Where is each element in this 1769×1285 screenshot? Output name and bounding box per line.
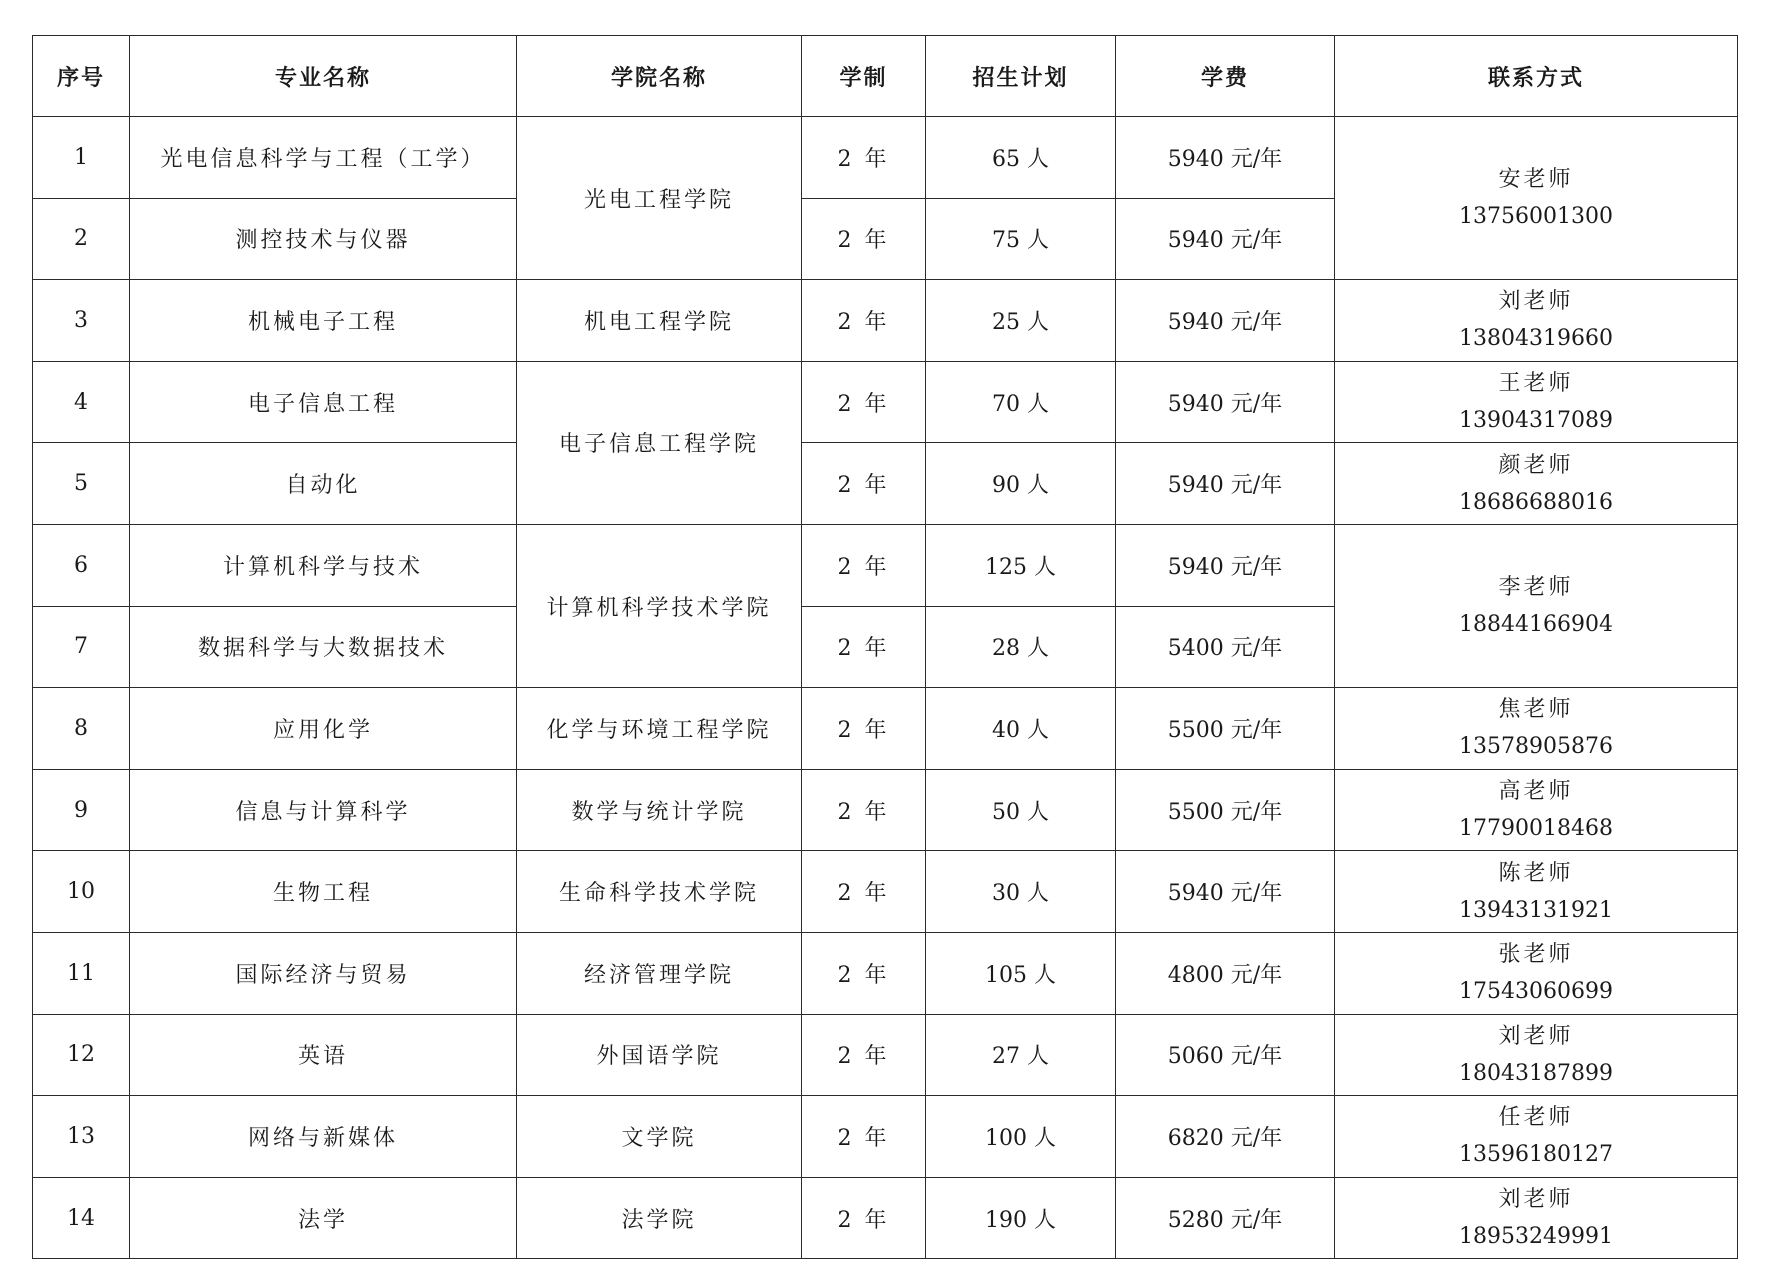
contact-phone: 17543060699: [1459, 979, 1613, 1005]
duration: 2 年: [802, 606, 926, 688]
duration: 2 年: [802, 361, 926, 443]
table-row: [33, 1096, 1738, 1178]
duration: 2 年: [802, 117, 926, 199]
tuition-fee: 5940 元/年: [1116, 117, 1335, 199]
duration: 2 年: [802, 280, 926, 362]
row-no: 6: [33, 524, 130, 606]
major-name: 网络与新媒体: [130, 1096, 517, 1178]
tuition-fee: 5940 元/年: [1116, 443, 1335, 525]
major-name: 英语: [130, 1014, 517, 1096]
enrollment-plan: 27 人: [926, 1014, 1116, 1096]
header-row: [33, 36, 1738, 117]
contact-phone: 13804319660: [1459, 326, 1613, 352]
contact-cell: [1335, 117, 1738, 280]
major-name: 电子信息工程: [130, 361, 517, 443]
row-no: 7: [33, 606, 130, 688]
contact-phone: 13756001300: [1459, 204, 1613, 230]
college-name: 数学与统计学院: [517, 769, 802, 851]
enrollment-plan: 125 人: [926, 524, 1116, 606]
tuition-fee: 5280 元/年: [1116, 1177, 1335, 1259]
tuition-fee: 6820 元/年: [1116, 1096, 1335, 1178]
college-name: 计算机科学技术学院: [517, 524, 802, 687]
major-name: 生物工程: [130, 851, 517, 933]
duration: 2 年: [802, 443, 926, 525]
row-no: 3: [33, 280, 130, 362]
contact-name: 任老师: [1498, 1105, 1574, 1131]
row-no: 13: [33, 1096, 130, 1178]
tuition-fee: 5060 元/年: [1116, 1014, 1335, 1096]
row-no: 11: [33, 932, 130, 1014]
duration: 2 年: [802, 1177, 926, 1259]
contact-cell: [1335, 443, 1738, 525]
contact-cell: [1335, 769, 1738, 851]
enrollment-plan: 75 人: [926, 198, 1116, 280]
enrollment-plan: 190 人: [926, 1177, 1116, 1259]
row-no: 8: [33, 688, 130, 770]
duration: 2 年: [802, 932, 926, 1014]
duration: 2 年: [802, 1014, 926, 1096]
header-college: 学院名称: [517, 36, 802, 117]
contact-phone: 13904317089: [1459, 408, 1613, 434]
contact-cell: [1335, 851, 1738, 933]
header-contact: 联系方式: [1335, 36, 1738, 117]
enrollment-table-container: [32, 35, 1738, 1259]
table-row: [33, 443, 1738, 525]
major-name: 应用化学: [130, 688, 517, 770]
major-name: 自动化: [130, 443, 517, 525]
contact-cell: [1335, 1014, 1738, 1096]
college-name: 电子信息工程学院: [517, 361, 802, 524]
college-name: 化学与环境工程学院: [517, 688, 802, 770]
enrollment-table: [32, 35, 1738, 1259]
college-name: 光电工程学院: [517, 117, 802, 280]
enrollment-plan: 25 人: [926, 280, 1116, 362]
enrollment-plan: 70 人: [926, 361, 1116, 443]
major-name: 数据科学与大数据技术: [130, 606, 517, 688]
major-name: 国际经济与贸易: [130, 932, 517, 1014]
contact-name: 焦老师: [1498, 697, 1574, 723]
table-row: [33, 280, 1738, 362]
contact-phone: 18844166904: [1459, 612, 1613, 638]
enrollment-plan: 90 人: [926, 443, 1116, 525]
row-no: 14: [33, 1177, 130, 1259]
tuition-fee: 5500 元/年: [1116, 688, 1335, 770]
table-row: [33, 1177, 1738, 1259]
college-name: 外国语学院: [517, 1014, 802, 1096]
row-no: 10: [33, 851, 130, 933]
college-name: 生命科学技术学院: [517, 851, 802, 933]
table-row: [33, 688, 1738, 770]
enrollment-plan: 28 人: [926, 606, 1116, 688]
contact-cell: [1335, 1177, 1738, 1259]
college-name: 法学院: [517, 1177, 802, 1259]
contact-cell: [1335, 280, 1738, 362]
row-no: 2: [33, 198, 130, 280]
tuition-fee: 5940 元/年: [1116, 361, 1335, 443]
contact-cell: [1335, 932, 1738, 1014]
header-no: 序号: [33, 36, 130, 117]
duration: 2 年: [802, 198, 926, 280]
duration: 2 年: [802, 688, 926, 770]
enrollment-plan: 100 人: [926, 1096, 1116, 1178]
contact-phone: 13943131921: [1459, 897, 1613, 923]
duration: 2 年: [802, 851, 926, 933]
contact-name: 张老师: [1498, 942, 1574, 968]
row-no: 4: [33, 361, 130, 443]
table-row: [33, 117, 1738, 199]
tuition-fee: 5940 元/年: [1116, 280, 1335, 362]
major-name: 机械电子工程: [130, 280, 517, 362]
contact-cell: [1335, 688, 1738, 770]
table-row: [33, 361, 1738, 443]
duration: 2 年: [802, 524, 926, 606]
tuition-fee: 4800 元/年: [1116, 932, 1335, 1014]
tuition-fee: 5500 元/年: [1116, 769, 1335, 851]
tuition-fee: 5940 元/年: [1116, 524, 1335, 606]
major-name: 光电信息科学与工程（工学）: [130, 117, 517, 199]
enrollment-plan: 40 人: [926, 688, 1116, 770]
header-plan: 招生计划: [926, 36, 1116, 117]
contact-name: 高老师: [1498, 779, 1574, 805]
header-duration: 学制: [802, 36, 926, 117]
enrollment-plan: 30 人: [926, 851, 1116, 933]
college-name: 文学院: [517, 1096, 802, 1178]
contact-name: 刘老师: [1498, 1187, 1574, 1213]
table-row: [33, 769, 1738, 851]
duration: 2 年: [802, 769, 926, 851]
contact-name: 刘老师: [1498, 289, 1574, 315]
table-row: [33, 524, 1738, 606]
contact-phone: 13578905876: [1459, 734, 1613, 760]
row-no: 5: [33, 443, 130, 525]
enrollment-plan: 105 人: [926, 932, 1116, 1014]
tuition-fee: 5400 元/年: [1116, 606, 1335, 688]
tuition-fee: 5940 元/年: [1116, 851, 1335, 933]
contact-phone: 18686688016: [1459, 489, 1613, 515]
table-row: [33, 932, 1738, 1014]
college-name: 机电工程学院: [517, 280, 802, 362]
header-major: 专业名称: [130, 36, 517, 117]
contact-phone: 18043187899: [1459, 1060, 1613, 1086]
contact-name: 安老师: [1498, 167, 1574, 193]
major-name: 计算机科学与技术: [130, 524, 517, 606]
contact-name: 李老师: [1498, 575, 1574, 601]
college-name: 经济管理学院: [517, 932, 802, 1014]
contact-name: 刘老师: [1498, 1023, 1574, 1049]
contact-phone: 18953249991: [1459, 1224, 1613, 1250]
major-name: 信息与计算科学: [130, 769, 517, 851]
duration: 2 年: [802, 1096, 926, 1178]
table-row: [33, 1014, 1738, 1096]
major-name: 测控技术与仪器: [130, 198, 517, 280]
major-name: 法学: [130, 1177, 517, 1259]
contact-cell: [1335, 1096, 1738, 1178]
table-row: [33, 851, 1738, 933]
contact-name: 陈老师: [1498, 860, 1574, 886]
enrollment-plan: 50 人: [926, 769, 1116, 851]
row-no: 12: [33, 1014, 130, 1096]
contact-phone: 13596180127: [1459, 1142, 1613, 1168]
contact-cell: [1335, 524, 1738, 687]
contact-cell: [1335, 361, 1738, 443]
tuition-fee: 5940 元/年: [1116, 198, 1335, 280]
enrollment-plan: 65 人: [926, 117, 1116, 199]
contact-phone: 17790018468: [1459, 816, 1613, 842]
row-no: 9: [33, 769, 130, 851]
contact-name: 颜老师: [1498, 452, 1574, 478]
contact-name: 王老师: [1498, 371, 1574, 397]
row-no: 1: [33, 117, 130, 199]
header-fee: 学费: [1116, 36, 1335, 117]
